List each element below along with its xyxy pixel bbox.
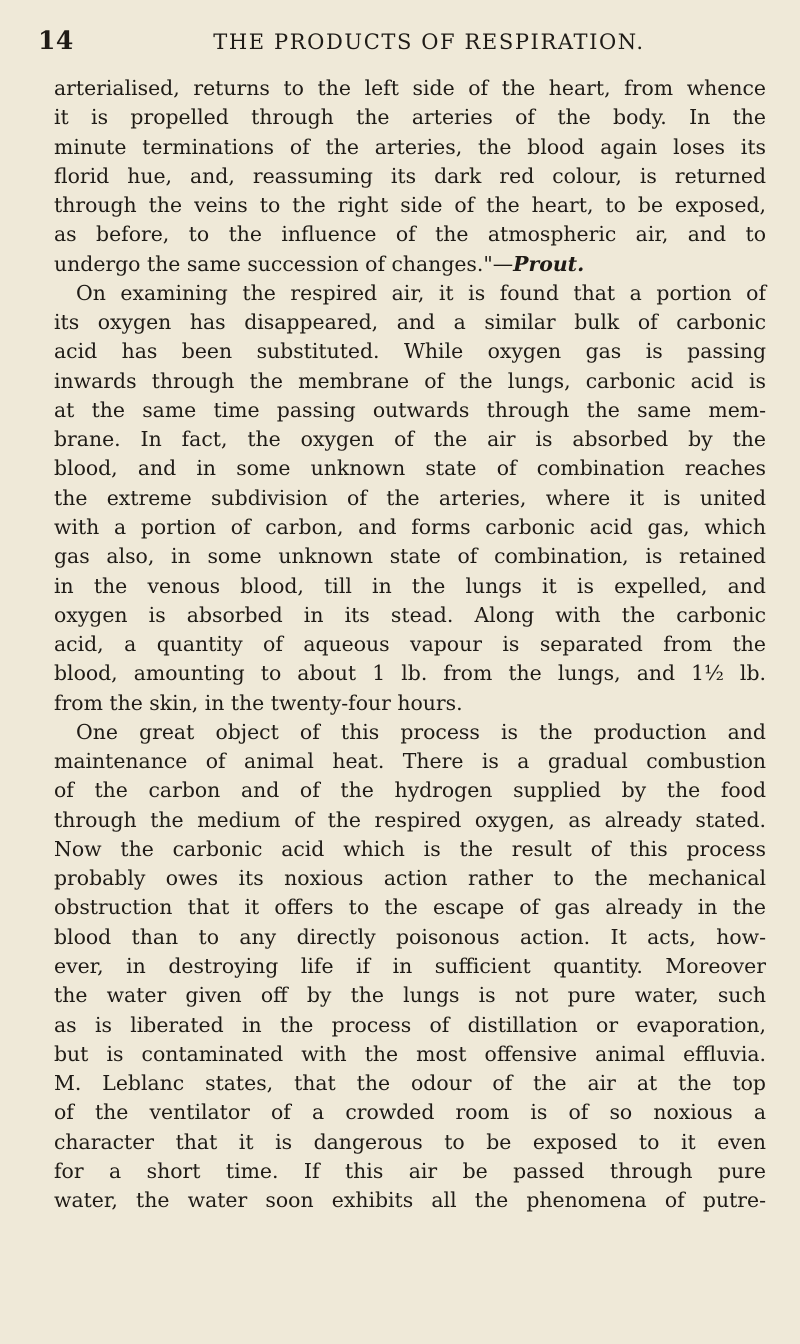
text-line: as is liberated in the process of distillation or evaporation,	[54, 1012, 766, 1037]
line-text: from the skin, in the twenty-four hours.	[54, 690, 463, 715]
page-number: 14	[38, 26, 74, 55]
text-line: but is contaminated with the most offensive animal effluvia.	[54, 1041, 766, 1066]
text-line: in the venous blood, till in the lungs it is expelled, and	[54, 573, 766, 598]
text-line: through the veins to the right side of the heart, to be exposed,	[54, 193, 766, 218]
text-line: obstruction that it offers to the escape of gas already in the	[54, 895, 766, 920]
running-title: THE PRODUCTS OF RESPIRATION.	[213, 30, 645, 54]
paragraph	[54, 718, 766, 1216]
text-line: as before, to the influence of the atmospheric air, and to	[54, 222, 766, 247]
text-line: arterialised, returns to the left side of the heart, from whence	[54, 76, 766, 100]
text-line: at the same time passing outwards through the same mem-	[54, 397, 766, 422]
text-line: of the ventilator of a crowded room is of so noxious a	[54, 1100, 766, 1125]
text-line: On examining the respired air, it is found that a portion of	[76, 280, 766, 305]
text-line: of the carbon and of the hydrogen supplied by the food	[54, 778, 766, 803]
text-line: maintenance of animal heat. There is a gradual combustion	[54, 749, 766, 774]
text-line	[54, 689, 766, 718]
text-line: gas also, in some unknown state of combination, is retained	[54, 544, 766, 569]
text-line: it is propelled through the arteries of the body. In the	[54, 105, 766, 130]
text-line: acid, a quantity of aqueous vapour is separated from the	[54, 632, 766, 657]
line-text: undergo the same succession of changes."—	[54, 251, 514, 276]
running-head	[38, 26, 758, 62]
text-line: blood than to any directly poisonous action. It acts, how-	[54, 924, 766, 949]
text-line: oxygen is absorbed in its stead. Along with the carbonic	[54, 602, 766, 627]
text-line: with a portion of carbon, and forms carbonic acid gas, which	[54, 514, 766, 539]
text-line: blood, amounting to about 1 lb. from the lungs, and 1½ lb.	[54, 661, 766, 686]
text-line: M. Leblanc states, that the odour of the air at the top	[54, 1071, 766, 1096]
text-line: brane. In fact, the oxygen of the air is absorbed by the	[54, 427, 766, 452]
text-line: through the medium of the respired oxygen, as already stated.	[54, 807, 766, 832]
text-line: florid hue, and, reassuming its dark red colour, is returned	[54, 163, 766, 188]
text-line: the extreme subdivision of the arteries, where it is united	[54, 485, 766, 510]
text-line: its oxygen has disappeared, and a similar bulk of carbonic	[54, 310, 766, 335]
text-line: minute terminations of the arteries, the blood again loses its	[54, 134, 766, 159]
body-text	[54, 74, 766, 1215]
text-line	[54, 250, 766, 279]
text-line: the water given off by the lungs is not pure water, such	[54, 983, 766, 1008]
text-line: probably owes its noxious action rather to the mechanical	[54, 866, 766, 891]
text-line: Now the carbonic acid which is the result of this process	[54, 836, 766, 861]
text-line: One great object of this process is the production and	[76, 719, 766, 744]
text-line: ever, in destroying life if in sufficient quantity. Moreover	[54, 953, 766, 978]
text-line: blood, and in some unknown state of combination reaches	[54, 456, 766, 481]
paragraph	[54, 74, 766, 279]
text-line: inwards through the membrane of the lungs, carbonic acid is	[54, 368, 766, 393]
text-line: character that it is dangerous to be exposed to it even	[54, 1129, 766, 1154]
text-line: water, the water soon exhibits all the phenomena of putre-	[54, 1188, 766, 1213]
paragraph	[54, 279, 766, 718]
text-line: for a short time. If this air be passed through pure	[54, 1158, 766, 1183]
text-line: acid has been substituted. While oxygen gas is passing	[54, 339, 766, 364]
quote-attribution: Prout.	[513, 251, 585, 276]
